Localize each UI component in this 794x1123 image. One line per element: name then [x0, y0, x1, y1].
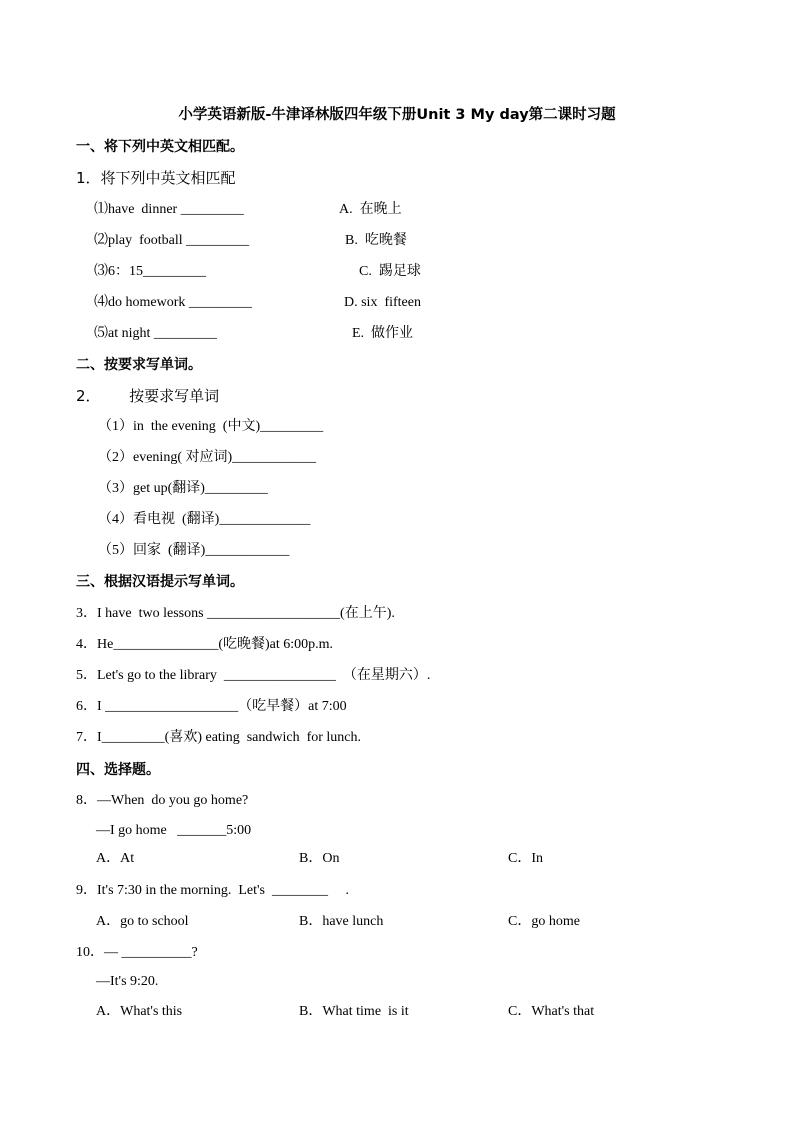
match-left-item: ⑷do homework _________: [94, 295, 252, 310]
option-c: C．What's that: [508, 1004, 595, 1019]
section-heading-1: 一、将下列中英文相匹配。: [76, 139, 244, 155]
question-10-stem: 10．— __________?: [76, 945, 198, 960]
option-b: B．What time is it: [299, 1004, 409, 1019]
option-b: B．have lunch: [299, 914, 384, 929]
match-right-item: A. 在晚上: [339, 202, 402, 217]
section-heading-3: 三、根据汉语提示写单词。: [76, 574, 244, 590]
match-left-item: ⑵play football _________: [94, 233, 250, 248]
option-a: A．At: [96, 851, 135, 866]
write-word-item: （1）in the evening (中文)_________: [98, 419, 324, 434]
match-left-item: ⑶6：15_________: [94, 264, 206, 279]
fill-in-question: 3．I have two lessons ___________________(在上午).: [76, 606, 395, 621]
fill-in-question: 5．Let's go to the library ________________ （在星期六）.: [76, 668, 431, 683]
option-c: C．In: [508, 851, 543, 866]
write-word-item: （5）回家 (翻译)____________: [98, 543, 290, 558]
match-right-item: D. six fifteen: [344, 295, 421, 310]
section-heading-2: 二、按要求写单词。: [76, 357, 202, 373]
option-a: A．go to school: [96, 914, 189, 929]
question-2-prompt: 2． 按要求写单词: [76, 387, 220, 405]
write-word-item: （2）evening( 对应词)____________: [98, 450, 317, 465]
option-b: B．On: [299, 851, 340, 866]
question-8-line: —I go home _______5:00: [96, 823, 252, 838]
question-1-prompt: 1．将下列中英文相匹配: [76, 169, 236, 187]
match-left-item: ⑴have dinner _________: [94, 202, 244, 217]
option-c: C．go home: [508, 914, 580, 929]
fill-in-question: 6．I ___________________（吃早餐）at 7:00: [76, 699, 347, 714]
question-9-stem: 9．It's 7:30 in the morning. Let's ________ .: [76, 883, 349, 898]
fill-in-question: 7．I_________(喜欢) eating sandwich for lunch.: [76, 730, 361, 745]
option-a: A．What's this: [96, 1004, 183, 1019]
match-right-item: E. 做作业: [352, 326, 414, 341]
write-word-item: （4）看电视 (翻译)_____________: [98, 512, 311, 527]
page-title: 小学英语新版-牛津译林版四年级下册Unit 3 My day第二课时习题: [178, 107, 616, 123]
question-8-stem: 8．—When do you go home?: [76, 793, 249, 808]
fill-in-question: 4．He_______________(吃晚餐)at 6:00p.m.: [76, 637, 334, 652]
question-10-line: —It's 9:20.: [96, 974, 159, 989]
match-right-item: C. 踢足球: [359, 264, 421, 279]
match-right-item: B. 吃晚餐: [345, 233, 407, 248]
section-heading-4: 四、选择题。: [76, 762, 160, 778]
match-left-item: ⑸at night _________: [94, 326, 217, 341]
write-word-item: （3）get up(翻译)_________: [98, 481, 268, 496]
